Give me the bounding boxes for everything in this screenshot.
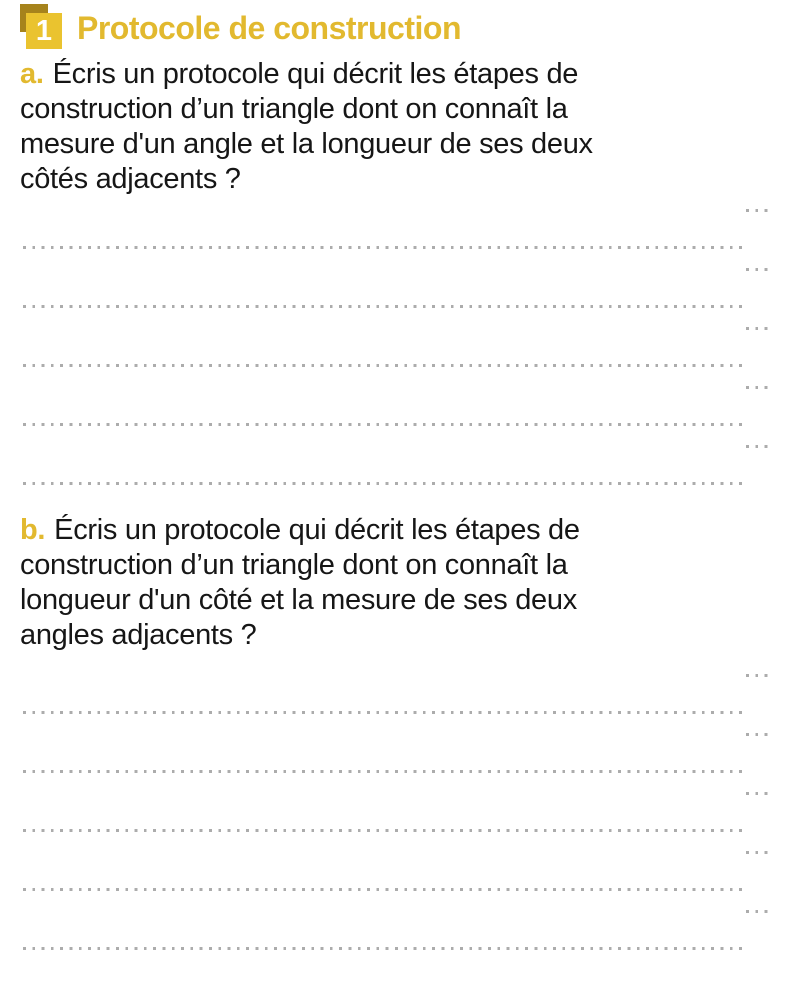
answer-line — [0, 674, 803, 733]
dots-wrap-fragment — [746, 910, 768, 913]
dotted-writing-line — [23, 711, 747, 714]
dots-wrap-fragment — [746, 386, 768, 389]
question-text-line: mesure d'un angle et la longueur de ses deux — [20, 128, 593, 160]
answer-area-b — [0, 674, 803, 969]
question-text-line: côtés adjacents ? — [20, 163, 241, 195]
dotted-writing-line — [23, 947, 747, 950]
answer-line — [0, 268, 803, 327]
dots-wrap-fragment — [746, 674, 768, 677]
question-b-label: b. — [20, 514, 46, 546]
dotted-writing-line — [23, 246, 747, 249]
dots-wrap-fragment — [746, 792, 768, 795]
answer-line — [0, 445, 803, 504]
answer-line — [0, 327, 803, 386]
dotted-writing-line — [23, 770, 747, 773]
answer-line — [0, 386, 803, 445]
dots-wrap-fragment — [746, 209, 768, 212]
dotted-writing-line — [23, 423, 747, 426]
dots-wrap-fragment — [746, 445, 768, 448]
dots-wrap-fragment — [746, 268, 768, 271]
dotted-writing-line — [23, 829, 747, 832]
answer-area-a — [0, 209, 803, 504]
answer-line — [0, 209, 803, 268]
question-a — [20, 57, 790, 197]
question-text-line: longueur d'un côté et la mesure de ses deux — [20, 584, 577, 616]
question-a-label: a. — [20, 58, 44, 90]
question-text-line: construction d’un triangle dont on connaît la — [20, 549, 568, 581]
question-text-line — [20, 57, 790, 92]
answer-line — [0, 851, 803, 910]
answer-line — [0, 910, 803, 969]
dots-wrap-fragment — [746, 851, 768, 854]
answer-line — [0, 733, 803, 792]
question-a-text: Écris un protocole qui décrit les étapes de — [52, 58, 579, 90]
answer-line — [0, 792, 803, 851]
dotted-writing-line — [23, 364, 747, 367]
dots-wrap-fragment — [746, 733, 768, 736]
dots-wrap-fragment — [746, 327, 768, 330]
question-text-line: angles adjacents ? — [20, 619, 257, 651]
question-text-line: construction d’un triangle dont on connaît la — [20, 93, 568, 125]
question-b — [20, 513, 790, 653]
question-b-text: Écris un protocole qui décrit les étapes de — [54, 514, 580, 546]
question-text-line — [20, 513, 790, 548]
exercise-number-badge: 1 — [26, 13, 62, 49]
dotted-writing-line — [23, 482, 747, 485]
dotted-writing-line — [23, 888, 747, 891]
page-title: Protocole de construction — [77, 10, 461, 46]
dotted-writing-line — [23, 305, 747, 308]
